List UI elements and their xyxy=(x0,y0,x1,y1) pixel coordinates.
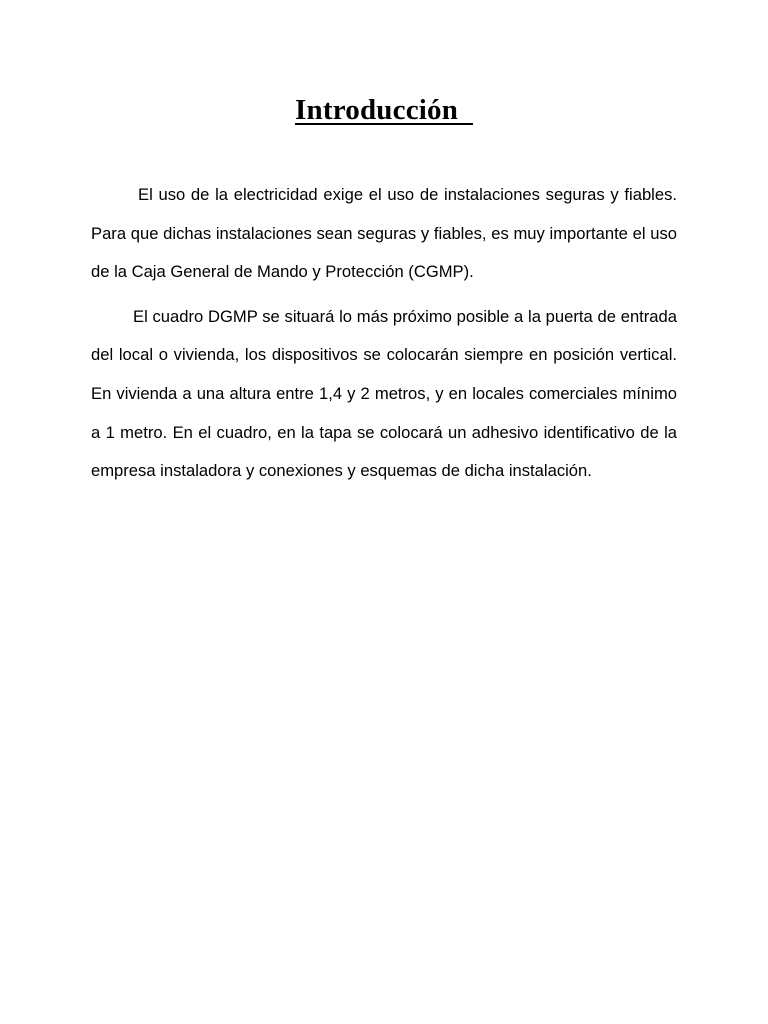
document-body xyxy=(91,176,677,491)
title-container xyxy=(0,94,768,127)
page-title: Introducción xyxy=(295,94,473,126)
paragraph-cuadro: El cuadro DGMP se situará lo más próximo posible a la puerta de entrada del local o vivienda, los dispositivos se colocarán siempre en posición vertical. En vivienda a una altura entre 1,4 y 2 metros, y en locales comerciales mínimo a 1 metro. En el cuadro, en la tapa se colocará un adhesivo identificativo de la empresa instaladora y conexiones y esquemas de dicha instalación. xyxy=(91,306,677,481)
paragraph-intro: El uso de la electricidad exige el uso de instalaciones seguras y fiables. Para que dichas instalaciones sean seguras y fiables, es muy importante el uso de la Caja General de Mando y Protección (CGMP). xyxy=(91,185,677,282)
